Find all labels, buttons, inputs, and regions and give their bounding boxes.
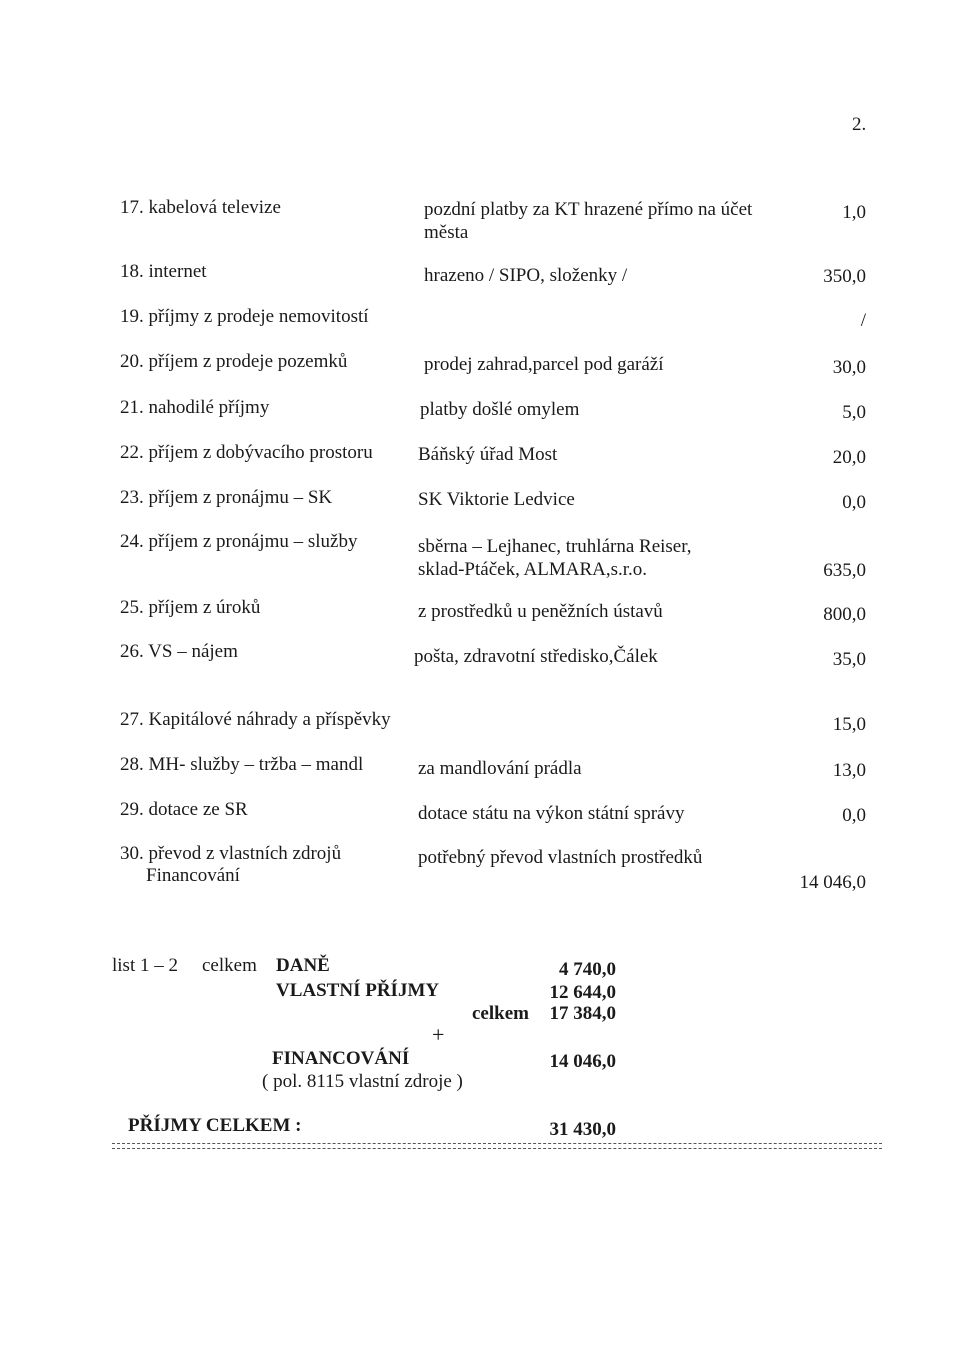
row-label: 22. příjem z dobývacího prostoru [120,442,373,463]
plus-sign: + [432,1022,445,1047]
row-label: 18. internet [120,261,207,282]
row-label: 25. příjem z úroků [120,597,261,618]
row-description: dotace státu na výkon státní správy [418,803,685,824]
row-label: 24. příjem z pronájmu – služby [120,531,358,552]
row-value: 35,0 [832,649,866,670]
row-value: / [860,310,866,331]
row-label: 17. kabelová televize [120,197,281,218]
row-value: 350,0 [823,266,866,287]
row-label-continuation: Financování [146,865,240,886]
vlastni-prijmy-value: 12 644,0 [549,982,616,1003]
vlastni-prijmy-label: VLASTNÍ PŘÍJMY [276,980,440,1001]
row-label: 19. příjmy z prodeje nemovitostí [120,306,369,327]
financovani-label: FINANCOVÁNÍ [272,1048,410,1069]
row-value: 800,0 [823,604,866,625]
row-label: 23. příjem z pronájmu – SK [120,487,333,508]
row-label: 29. dotace ze SR [120,799,248,820]
list-label: list 1 – 2 [112,955,178,976]
row-label: 27. Kapitálové náhrady a příspěvky [120,709,391,730]
financovani-value: 14 046,0 [549,1051,616,1072]
row-description: hrazeno / SIPO, složenky / [424,265,628,286]
row-description: pozdní platby za KT hrazené přímo na účet města [424,199,753,243]
row-description: platby došlé omylem [420,399,580,420]
financovani-note: ( pol. 8115 vlastní zdroje ) [262,1071,463,1092]
double-dashed-rule [112,1143,882,1149]
row-description: pošta, zdravotní středisko,Čálek [414,646,658,667]
row-label: 28. MH- služby – tržba – mandl [120,754,364,775]
row-label: 20. příjem z prodeje pozemků [120,351,348,372]
row-value: 1,0 [842,202,866,223]
total-label: PŘÍJMY CELKEM : [128,1115,302,1136]
subtotal-label: celkem [472,1003,529,1024]
row-value: 635,0 [823,560,866,581]
dane-value: 4 740,0 [559,959,616,980]
row-value: 14 046,0 [799,872,866,893]
row-label: 30. převod z vlastních zdrojů [120,843,342,864]
row-description: z prostředků u peněžních ústavů [418,601,663,622]
total-value: 31 430,0 [549,1119,616,1140]
row-value: 5,0 [842,402,866,423]
row-description: potřebný převod vlastních prostředků [418,847,703,868]
row-description: sběrna – Lejhanec, truhlárna Reiser, sklad-Ptáček, ALMARA,s.r.o. [418,536,692,580]
row-value: 0,0 [842,805,866,826]
subtotal-value: 17 384,0 [549,1003,616,1024]
row-label: 26. VS – nájem [120,641,238,662]
row-value: 13,0 [832,760,866,781]
row-description: prodej zahrad,parcel pod garáží [424,354,664,375]
row-description: SK Viktorie Ledvice [418,489,575,510]
dane-label: DANĚ [276,955,330,976]
row-value: 15,0 [832,714,866,735]
row-value: 20,0 [832,447,866,468]
page-number: 2. [852,114,867,135]
row-value: 30,0 [832,357,866,378]
row-description: Báňský úřad Most [418,444,558,465]
celkem-label: celkem [202,955,257,976]
row-value: 0,0 [842,492,866,513]
row-description: za mandlování prádla [418,758,582,779]
row-label: 21. nahodilé příjmy [120,397,270,418]
